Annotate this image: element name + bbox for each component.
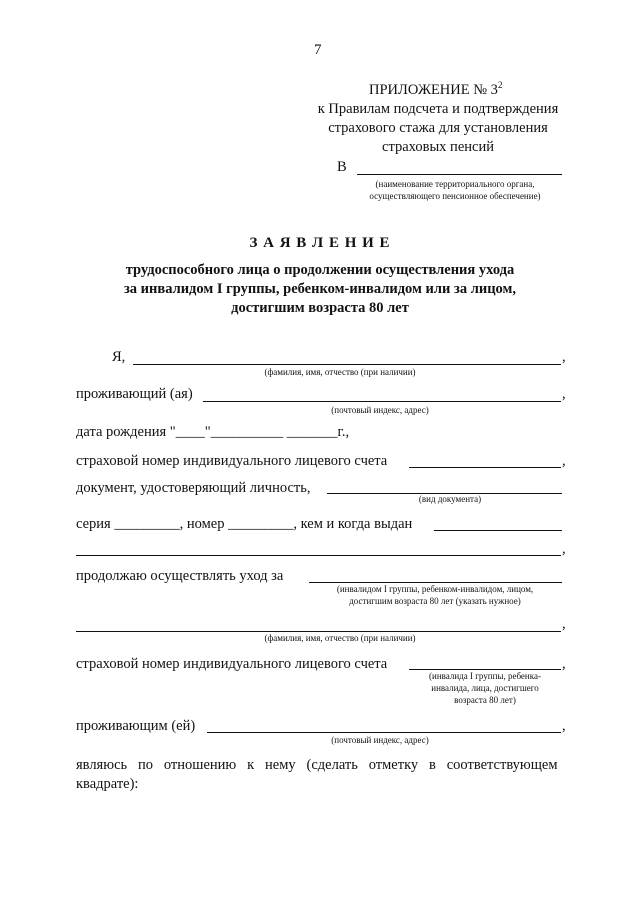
residence-label: проживающий (ая) (76, 386, 193, 402)
series-number-issued-fields[interactable]: серия _________, номер _________, кем и когда выдан (76, 516, 413, 532)
appendix-superscript: 2 (497, 80, 503, 91)
care-recipient-name-comma: , (562, 616, 566, 632)
recipient-snils-caption-line3: возраста 80 лет) (454, 695, 516, 705)
addressee-caption-line1: (наименование территориального органа, (375, 179, 535, 189)
residence-caption: (почтовый индекс, адрес) (331, 405, 429, 415)
recipient-residence-label: проживающим (ей) (76, 718, 196, 734)
recipient-snils-caption-line2: инвалида, лица, достигшего (431, 683, 539, 693)
document-subtitle-line3: достигшим возраста 80 лет (231, 300, 409, 316)
care-label: продолжаю осуществлять уход за (76, 568, 284, 584)
addressee-caption-line2: осуществляющего пенсионное обеспечение) (369, 191, 541, 201)
recipient-residence-comma: , (562, 718, 566, 734)
care-recipient-name-field[interactable] (76, 631, 561, 632)
issued-by-continuation-field[interactable] (76, 555, 561, 556)
appendix-ref-line3: страховых пенсий (382, 139, 494, 155)
appendix-ref-line2: страхового стажа для установления (328, 120, 548, 136)
addressee-field[interactable] (357, 174, 562, 175)
appendix-heading (369, 82, 502, 99)
applicant-name-caption: (фамилия, имя, отчество (при наличии) (264, 367, 416, 377)
care-recipient-type-caption-line1: (инвалидом I группы, ребенком-инвалидом, лицом, (336, 584, 534, 594)
issued-by-field[interactable] (434, 530, 562, 531)
recipient-residence-field[interactable] (207, 732, 561, 733)
document-subtitle-line1: трудоспособного лица о продолжении осуществления ухода (125, 262, 515, 278)
snils-label: страховой номер индивидуального лицевого счета (76, 453, 388, 469)
appendix-ref-line1: к Правилам подсчета и подтверждения (317, 101, 559, 117)
applicant-comma: , (562, 349, 566, 365)
care-recipient-name-caption: (фамилия, имя, отчество (при наличии) (264, 633, 416, 643)
relation-text-line1: являюсь по отношению к нему (сделать отметку в соответствующем (76, 757, 558, 773)
recipient-snils-comma: , (562, 656, 566, 672)
identity-document-caption: (вид документа) (418, 494, 482, 504)
document-subtitle-line2: за инвалидом I группы, ребенком-инвалидом или за лицом, (123, 281, 517, 297)
recipient-snils-field[interactable] (409, 669, 561, 670)
relation-text-line2: квадрате): (76, 776, 139, 792)
page-number: 7 (314, 42, 322, 58)
applicant-label: Я, (112, 349, 126, 365)
appendix-text: ПРИЛОЖЕНИЕ № 3 (369, 82, 498, 98)
residence-comma: , (562, 386, 566, 402)
snils-comma: , (562, 453, 566, 469)
care-recipient-type-field[interactable] (309, 582, 562, 583)
recipient-residence-caption: (почтовый индекс, адрес) (331, 735, 429, 745)
snils-field[interactable] (409, 467, 561, 468)
addressee-prefix: В (337, 159, 347, 175)
identity-document-label: документ, удостоверяющий личность, (76, 480, 311, 496)
document-title: З А Я В Л Е Н И Е (249, 235, 391, 251)
birth-date-field[interactable]: дата рождения "____"__________ _______г., (76, 424, 350, 440)
recipient-snils-label: страховой номер индивидуального лицевого счета (76, 656, 388, 672)
residence-address-field[interactable] (203, 401, 561, 402)
issued-by-comma: , (562, 541, 566, 557)
recipient-snils-caption-line1: (инвалида I группы, ребенка- (429, 671, 541, 681)
care-recipient-type-caption-line2: достигшим возраста 80 лет (указать нужное) (349, 596, 521, 606)
applicant-name-field[interactable] (133, 364, 561, 365)
